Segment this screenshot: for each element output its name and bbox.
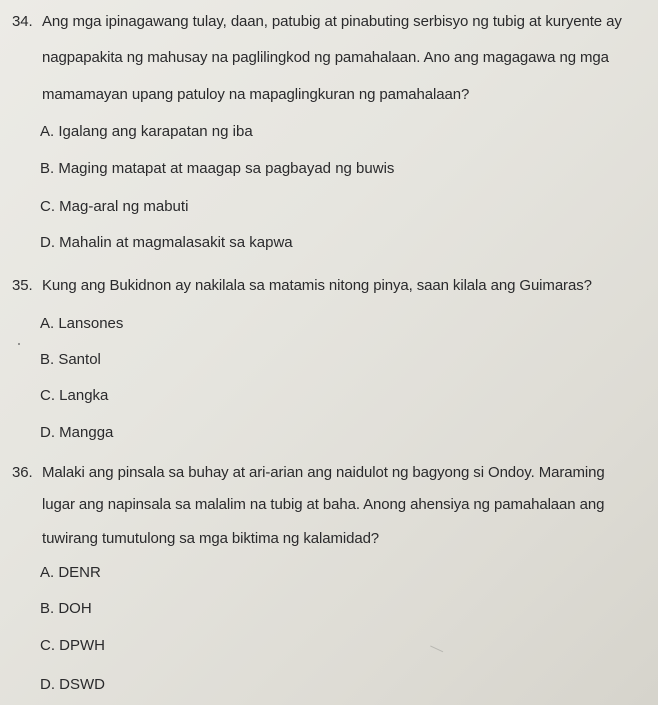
- answer-option-c[interactable]: C. Mag-aral ng mabuti: [40, 198, 189, 215]
- question-stem-line: [12, 277, 592, 295]
- question-stem-line: tuwirang tumutulong sa mga biktima ng kalamidad?: [42, 530, 380, 547]
- answer-option-a[interactable]: A. Lansones: [40, 315, 124, 332]
- paper-speck: [18, 343, 20, 345]
- question-stem-line: [12, 464, 605, 482]
- question-stem-line: lugar ang napinsala sa malalim na tubig at baha. Anong ahensiya ng pamahalaan ang: [42, 496, 605, 513]
- answer-option-b[interactable]: B. Santol: [40, 351, 101, 368]
- answer-option-b[interactable]: B. DOH: [40, 600, 92, 617]
- answer-option-c[interactable]: C. DPWH: [40, 637, 105, 654]
- question-text: Kung ang Bukidnon ay nakilala sa matamis nitong pinya, saan kilala ang Guimaras?: [42, 277, 592, 294]
- answer-option-d[interactable]: D. Mangga: [40, 424, 114, 441]
- question-text: Malaki ang pinsala sa buhay at ari-arian ang naidulot ng bagyong si Ondoy. Maraming: [42, 464, 605, 481]
- answer-option-c[interactable]: C. Langka: [40, 387, 109, 404]
- question-stem-line: mamamayan upang patuloy na mapaglingkuran ng pamahalaan?: [42, 86, 470, 103]
- question-stem-line: [12, 13, 622, 31]
- answer-option-b[interactable]: B. Maging matapat at maagap sa pagbayad ng buwis: [40, 160, 395, 177]
- question-number: 34.: [12, 13, 33, 30]
- paper-mark: [427, 645, 443, 659]
- answer-option-a[interactable]: A. DENR: [40, 564, 101, 581]
- answer-option-d[interactable]: D. Mahalin at magmalasakit sa kapwa: [40, 234, 293, 251]
- question-number: 35.: [12, 277, 33, 294]
- question-stem-line: nagpapakita ng mahusay na paglilingkod ng pamahalaan. Ano ang magagawa ng mga: [42, 49, 609, 66]
- answer-option-d[interactable]: D. DSWD: [40, 676, 105, 693]
- question-text: Ang mga ipinagawang tulay, daan, patubig at pinabuting serbisyo ng tubig at kuryente ay: [42, 13, 622, 30]
- answer-option-a[interactable]: A. Igalang ang karapatan ng iba: [40, 123, 253, 140]
- question-number: 36.: [12, 464, 33, 481]
